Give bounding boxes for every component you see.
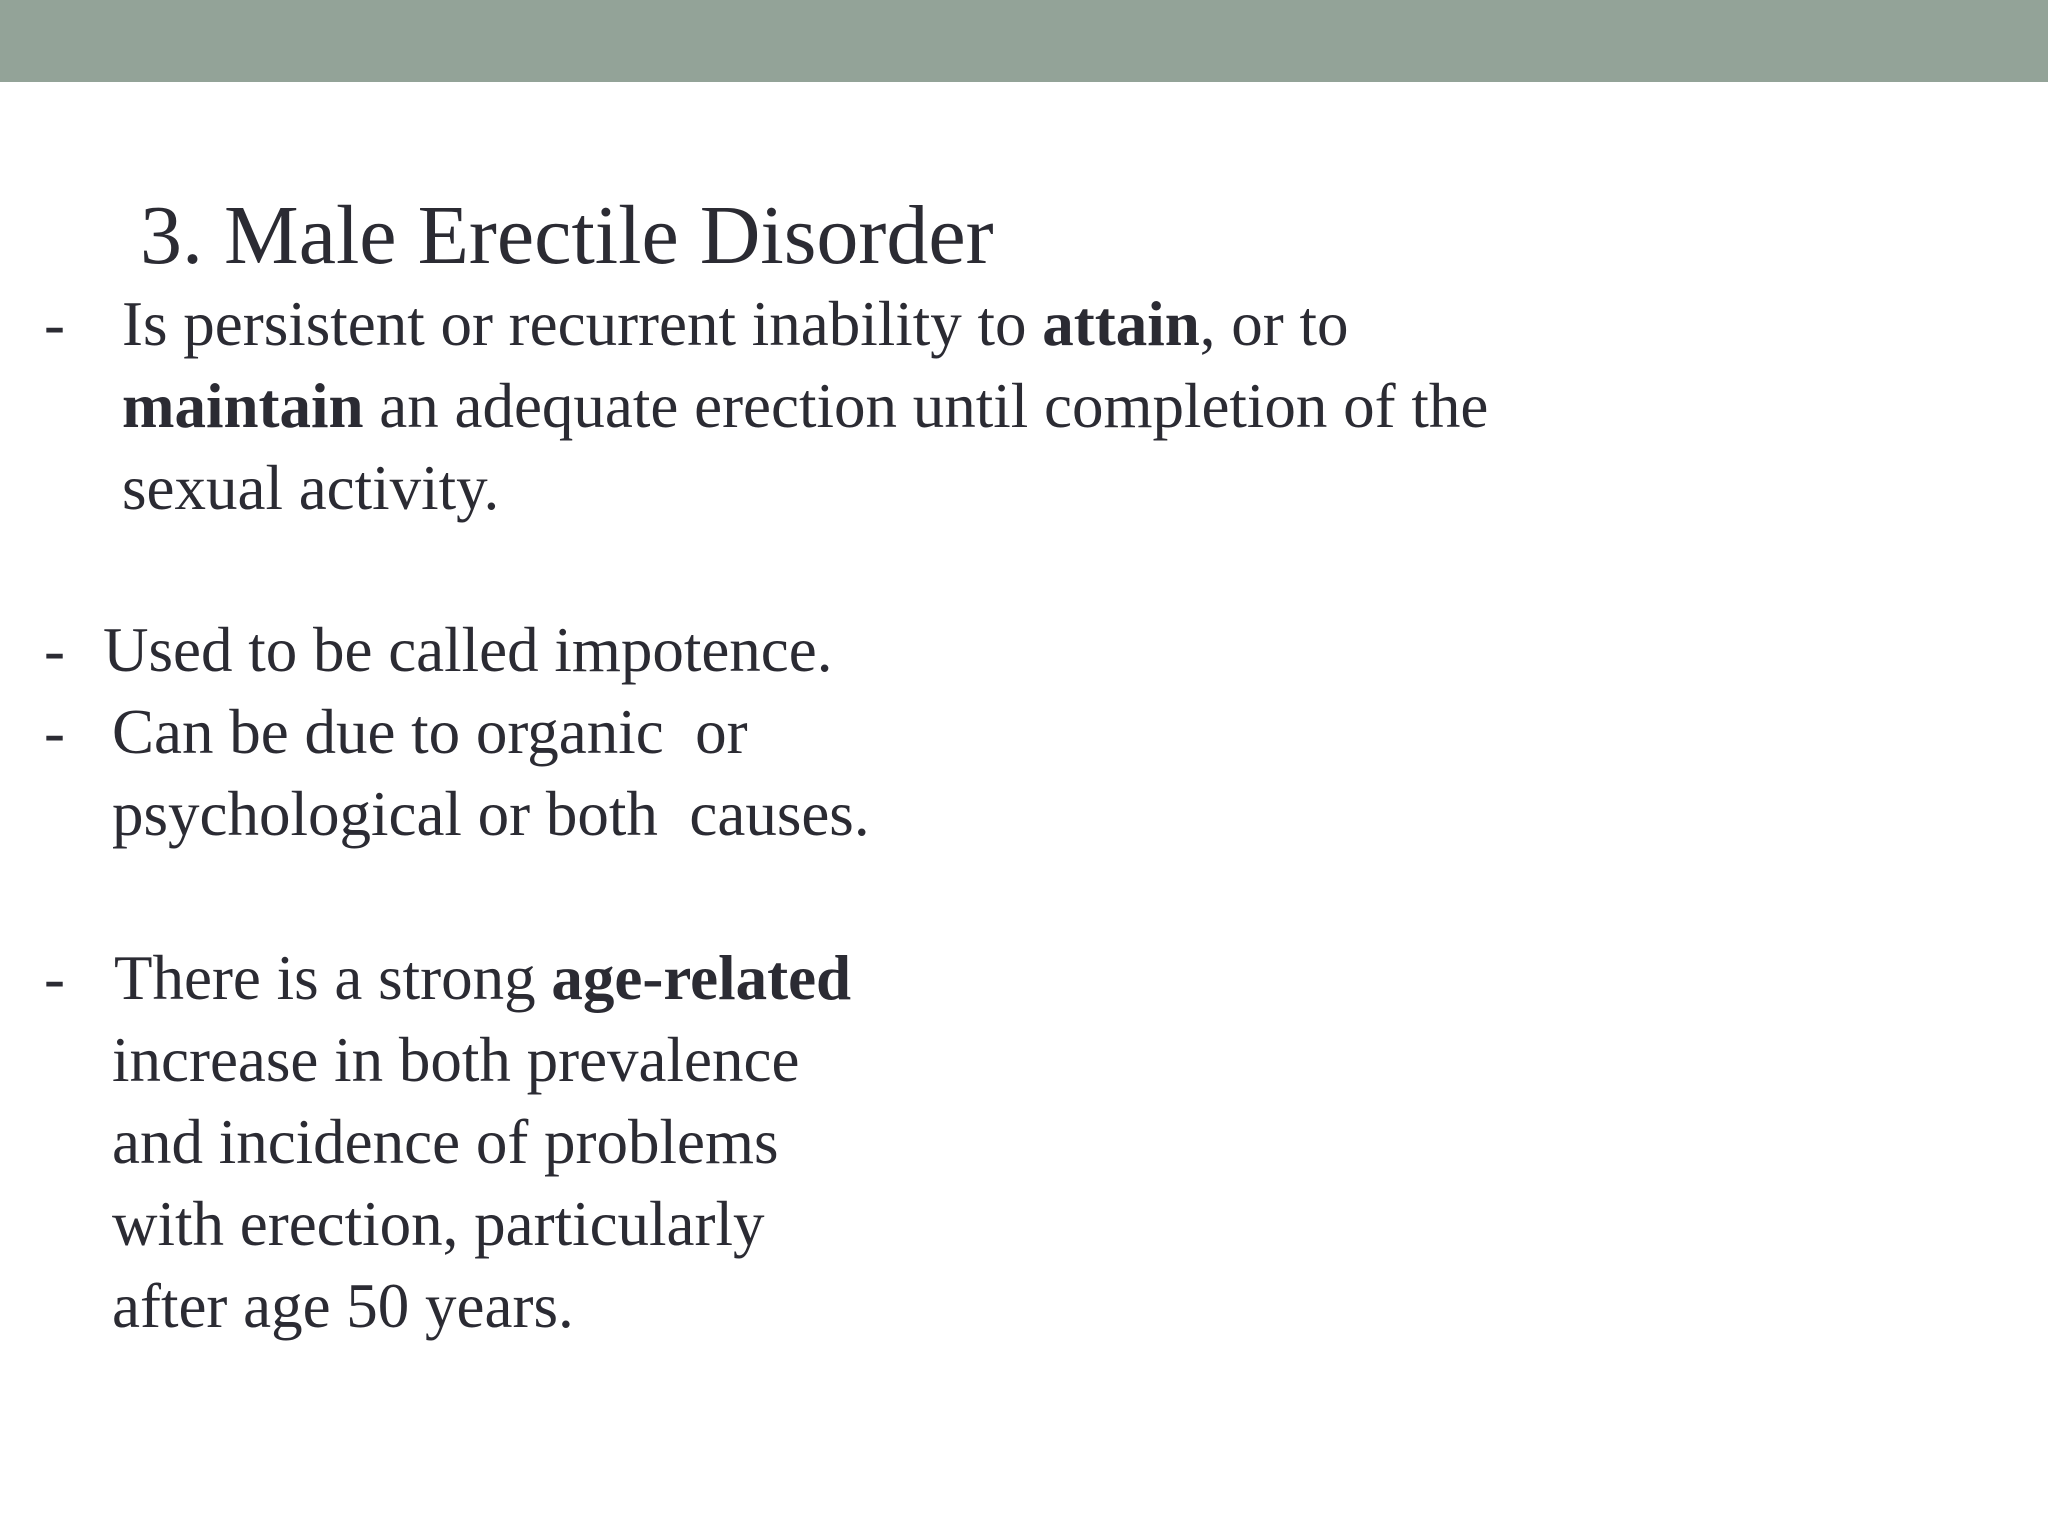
bullet-line bbox=[122, 283, 1488, 365]
bullet-marker: - bbox=[44, 943, 65, 1013]
slide-title: 3. Male Erectile Disorder bbox=[140, 189, 994, 282]
text-run: Is persistent or recurrent inability to bbox=[122, 289, 1043, 359]
bullet-definition bbox=[122, 283, 1488, 529]
bold-term-attain: attain bbox=[1042, 289, 1200, 359]
bold-term-age-related: age-related bbox=[551, 943, 852, 1013]
bullet-line: sexual activity. bbox=[122, 453, 500, 523]
text-run: There is a strong bbox=[114, 943, 552, 1013]
bullet-line: and incidence of problems bbox=[112, 1107, 779, 1177]
bullet-line: psychological or both causes. bbox=[112, 779, 870, 849]
bullet-marker: - bbox=[44, 289, 65, 359]
bullet-line: increase in both prevalence bbox=[112, 1025, 800, 1095]
text-run: an adequate erection until completion of the bbox=[363, 371, 1489, 441]
bullet-line: after age 50 years. bbox=[112, 1271, 574, 1341]
text-run: , or to bbox=[1199, 289, 1349, 359]
bullet-age-related bbox=[114, 937, 851, 1347]
bullet-causes bbox=[112, 691, 870, 855]
bullet-line: Used to be called impotence. bbox=[103, 615, 833, 685]
bullet-line: Can be due to organic or bbox=[112, 697, 748, 767]
bullet-line: with erection, particularly bbox=[112, 1189, 765, 1259]
bullet-line bbox=[114, 937, 851, 1019]
bullet-line bbox=[122, 365, 1488, 447]
header-bar bbox=[0, 0, 2048, 82]
bold-term-maintain: maintain bbox=[122, 371, 364, 441]
bullet-impotence bbox=[103, 609, 832, 691]
bullet-marker: - bbox=[44, 615, 65, 685]
bullet-marker: - bbox=[44, 697, 65, 767]
